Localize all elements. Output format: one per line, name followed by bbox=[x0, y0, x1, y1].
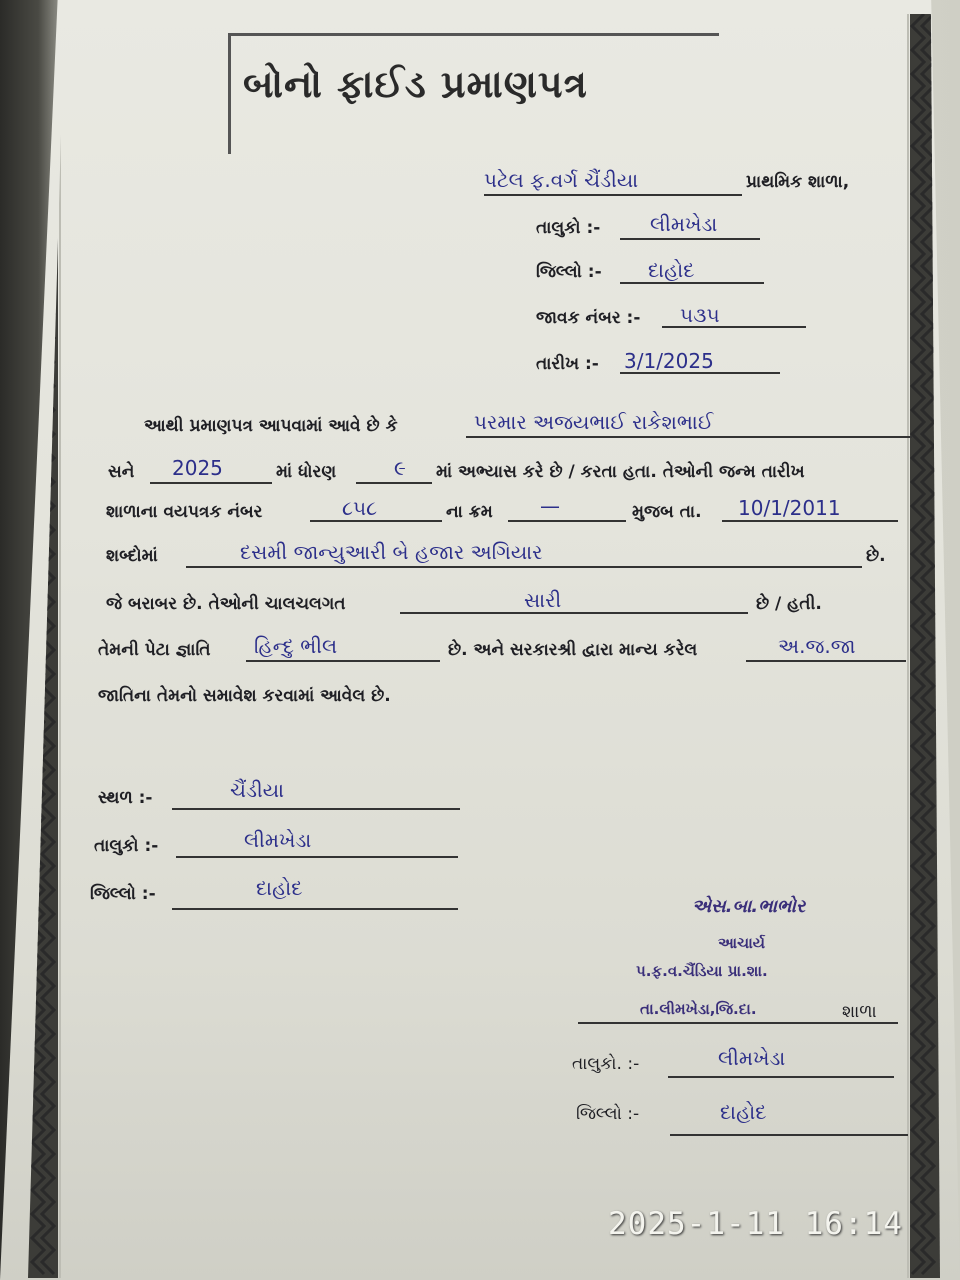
stamp-line bbox=[578, 1022, 898, 1024]
sub-caste-value: હિન્દુ ભીલ bbox=[254, 634, 338, 658]
district-label-bottom: જિલ્લો :- bbox=[90, 884, 156, 904]
stamp-line1: પ.ફ.વ.ચૈંડિયા પ્રા.શા. bbox=[636, 962, 768, 980]
body-line6-prefix: તેમની પેટા જ્ઞાતિ bbox=[98, 640, 211, 660]
student-name-value: પરમાર અજયભાઈ રાકેશભાઈ bbox=[474, 410, 714, 434]
serial-value: — bbox=[540, 494, 560, 518]
body-line3-prefix: શાળાના વયપત્રક નંબર bbox=[106, 502, 263, 522]
district-line-bottom bbox=[172, 908, 458, 910]
taluka-label-bottom: તાલુકો :- bbox=[94, 836, 159, 856]
body-line2-mid: માં ધોરણ bbox=[276, 462, 337, 482]
taluka-value-sign: લીમખેડા bbox=[718, 1046, 786, 1070]
body-line2-prefix: સને bbox=[108, 462, 135, 482]
date-value: 3/1/2025 bbox=[624, 349, 714, 373]
birth-date-words-line bbox=[186, 566, 862, 568]
taluka-line-sign bbox=[668, 1076, 894, 1078]
taluka-value-bottom: લીમખેડા bbox=[244, 828, 312, 852]
body-line3-mid: ના ક્રમ bbox=[446, 502, 493, 522]
taluka-label-sign: તાલુકો. :- bbox=[572, 1054, 640, 1074]
school-name-line bbox=[484, 194, 742, 196]
conduct-line bbox=[400, 612, 748, 614]
student-name-line bbox=[466, 436, 912, 438]
certificate-title: બોનો ફાઈડ પ્રમાણપત્ર bbox=[243, 62, 588, 106]
district-value-sign: દાહોદ bbox=[720, 1100, 767, 1124]
photo-timestamp: 2025-1-11 16:14 bbox=[608, 1206, 903, 1242]
school-name-value: પટેલ ફ.વર્ગ ચૈંડીયા bbox=[484, 168, 639, 192]
conduct-value: સારી bbox=[524, 588, 562, 612]
place-label: સ્થળ :- bbox=[98, 788, 153, 808]
stamp-line2: તા.લીમખેડા,જિ.દા. bbox=[640, 1000, 757, 1018]
district-line-sign bbox=[670, 1134, 908, 1136]
taluka-label-top: તાલુકો :- bbox=[536, 218, 601, 238]
date-line bbox=[620, 372, 780, 374]
taluka-value-top: લીમખેડા bbox=[650, 212, 718, 236]
district-value-top: દાહોદ bbox=[648, 258, 695, 282]
district-label-top: જિલ્લો :- bbox=[536, 262, 602, 282]
district-value-bottom: દાહોદ bbox=[256, 876, 303, 900]
body-line4-suffix: છે. bbox=[866, 546, 886, 566]
year-value: 2025 bbox=[172, 456, 223, 480]
taluka-line-bottom bbox=[176, 856, 458, 858]
category-value: અ.જ.જા bbox=[778, 634, 856, 658]
place-value: ચૈંડીયા bbox=[230, 778, 284, 802]
standard-value: ૯ bbox=[394, 456, 406, 480]
body-line1-prefix: આથી પ્રમાણપત્ર આપવામાં આવે છે કે bbox=[144, 416, 398, 436]
body-line3-mid2: મુજબ તા. bbox=[632, 502, 702, 522]
category-line bbox=[746, 660, 906, 662]
district-line-top bbox=[620, 282, 764, 284]
body-line7: જાતિના તેમનો સમાવેશ કરવામાં આવેલ છે. bbox=[98, 686, 391, 706]
body-line5-suffix: છે / હતી. bbox=[756, 594, 822, 614]
outward-label: જાવક નંબર :- bbox=[536, 308, 641, 328]
principal-role: આચાર્ય bbox=[718, 934, 766, 952]
register-no-value: ૮૫૮ bbox=[342, 496, 378, 520]
serial-line bbox=[508, 520, 626, 522]
school-suffix: પ્રાથમિક શાળા, bbox=[746, 172, 850, 192]
birth-date-value: 10/1/2011 bbox=[738, 496, 841, 520]
outward-value: ૫૩૫ bbox=[680, 303, 720, 327]
body-line6-mid: છે. અને સરકારશ્રી દ્વારા માન્ય કરેલ bbox=[448, 640, 698, 660]
year-line bbox=[150, 482, 272, 484]
birth-date-words-value: દસમી જાન્યુઆરી બે હજાર અગિયાર bbox=[240, 540, 543, 564]
body-line2-suffix: માં અભ્યાસ કરે છે / કરતા હતા. તેઓની જન્મ તારીખ bbox=[436, 462, 805, 482]
body-line4-prefix: શબ્દોમાં bbox=[106, 546, 158, 566]
stamp-suffix: શાળા bbox=[842, 1002, 877, 1022]
outward-line bbox=[662, 326, 806, 328]
body-line5-prefix: જે બરાબર છે. તેઓની ચાલચલગત bbox=[106, 594, 346, 614]
taluka-line-top bbox=[620, 238, 760, 240]
principal-signature: એસ.બા.ભાભોર bbox=[692, 896, 806, 917]
place-line bbox=[172, 808, 460, 810]
register-no-line bbox=[310, 520, 442, 522]
district-label-sign: જિલ્લો :- bbox=[576, 1104, 640, 1124]
birth-date-line bbox=[722, 520, 898, 522]
standard-line bbox=[356, 482, 432, 484]
date-label: તારીખ :- bbox=[536, 354, 599, 374]
sub-caste-line bbox=[246, 660, 440, 662]
